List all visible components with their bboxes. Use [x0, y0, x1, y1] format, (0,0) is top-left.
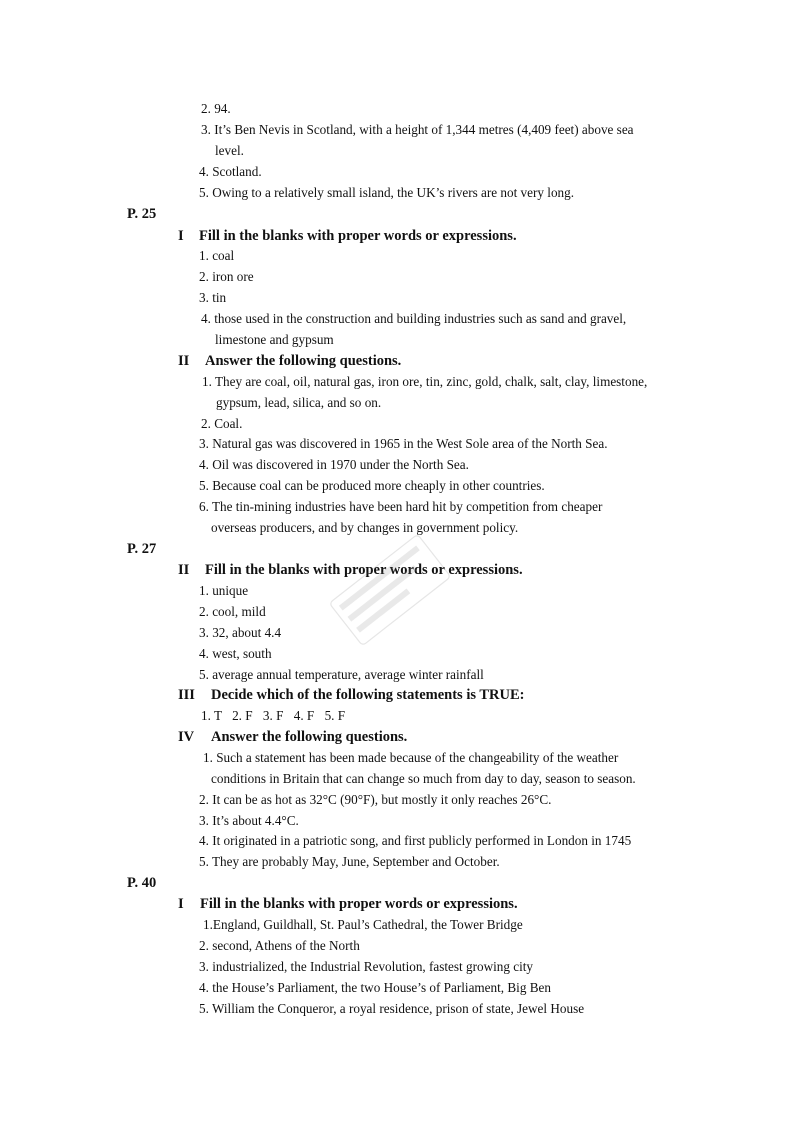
- answer-line: 5. They are probably May, June, September and October.: [199, 854, 500, 869]
- section-number: I: [178, 228, 184, 244]
- section-heading: [178, 353, 401, 369]
- page-heading: P. 25: [127, 206, 157, 222]
- section-number: IV: [178, 729, 195, 745]
- answer-line: 2. cool, mild: [199, 604, 266, 619]
- answer-line: 2. iron ore: [199, 269, 254, 284]
- section-number: II: [178, 353, 190, 369]
- answer-line: 4. the House’s Parliament, the two House’s of Parliament, Big Ben: [199, 980, 551, 995]
- section-title: Fill in the blanks with proper words or expressions.: [199, 228, 517, 244]
- answer-line: 3. It’s about 4.4°C.: [199, 813, 299, 828]
- page-heading: P. 40: [127, 875, 157, 891]
- answer-line: 3. industrialized, the Industrial Revolution, fastest growing city: [199, 959, 534, 974]
- answer-line: 2. 94.: [201, 101, 231, 116]
- answer-line: 5. Owing to a relatively small island, the UK’s rivers are not very long.: [199, 185, 575, 200]
- answer-line: 4. west, south: [199, 646, 272, 661]
- section-heading: [178, 687, 524, 703]
- answer-line: conditions in Britain that can change so much from day to day, season to season.: [211, 771, 636, 786]
- section-heading: [178, 729, 407, 745]
- section-number: I: [178, 896, 184, 912]
- answer-line: 3. 32, about 4.4: [199, 625, 282, 640]
- tf-answer: 1. T: [201, 708, 222, 723]
- section-title: Decide which of the following statements is TRUE:: [211, 687, 525, 703]
- answer-line: limestone and gypsum: [215, 332, 334, 347]
- section-heading: [178, 228, 517, 244]
- answer-line: overseas producers, and by changes in government policy.: [211, 520, 519, 535]
- answer-line: 2. It can be as hot as 32°C (90°F), but mostly it only reaches 26°C.: [199, 792, 552, 807]
- tf-answer: 4. F: [293, 708, 315, 723]
- answer-line: 5. average annual temperature, average winter rainfall: [199, 667, 484, 682]
- section-title: Fill in the blanks with proper words or expressions.: [205, 562, 523, 578]
- answer-line: gypsum, lead, silica, and so on.: [216, 395, 382, 410]
- answer-line: 2. Coal.: [201, 416, 243, 431]
- answer-line: 1. Such a statement has been made because of the changeability of the weather: [203, 750, 619, 765]
- section-title: Answer the following questions.: [205, 353, 402, 369]
- answer-line: 1.England, Guildhall, St. Paul’s Cathedral, the Tower Bridge: [203, 917, 523, 932]
- answer-line: 1. coal: [199, 248, 235, 263]
- watermark-stamp: [321, 525, 459, 654]
- answer-line: 1. They are coal, oil, natural gas, iron ore, tin, zinc, gold, chalk, salt, clay, limestone,: [202, 374, 648, 389]
- page-heading: P. 27: [127, 541, 157, 557]
- answer-line: 2. second, Athens of the North: [199, 938, 360, 953]
- section-number: III: [178, 687, 195, 703]
- answer-line: [201, 708, 345, 724]
- answer-line: 3. Natural gas was discovered in 1965 in the West Sole area of the North Sea.: [199, 436, 608, 451]
- answer-line: 6. The tin-mining industries have been hard hit by competition from cheaper: [199, 499, 603, 514]
- tf-answer: 2. F: [232, 708, 253, 723]
- answer-line: level.: [215, 143, 244, 158]
- answer-line: 4. Oil was discovered in 1970 under the North Sea.: [199, 457, 469, 472]
- section-heading: [178, 896, 518, 912]
- answer-line: 4. those used in the construction and building industries such as sand and gravel,: [201, 311, 627, 326]
- tf-answer: 5. F: [324, 708, 346, 723]
- answer-line: 3. tin: [199, 290, 227, 305]
- tf-answer: 3. F: [262, 708, 284, 723]
- answer-line: 1. unique: [199, 583, 249, 598]
- section-number: II: [178, 562, 190, 578]
- answer-line: 4. Scotland.: [199, 164, 262, 179]
- answer-line: 5. Because coal can be produced more cheaply in other countries.: [199, 478, 545, 493]
- section-title: Answer the following questions.: [211, 729, 408, 745]
- answer-line: 5. William the Conqueror, a royal residence, prison of state, Jewel House: [199, 1001, 585, 1016]
- answer-line: 4. It originated in a patriotic song, and first publicly performed in London in 1745: [199, 833, 632, 848]
- answer-line: 3. It’s Ben Nevis in Scotland, with a height of 1,344 metres (4,409 feet) above sea: [201, 122, 634, 137]
- section-title: Fill in the blanks with proper words or expressions.: [200, 896, 518, 912]
